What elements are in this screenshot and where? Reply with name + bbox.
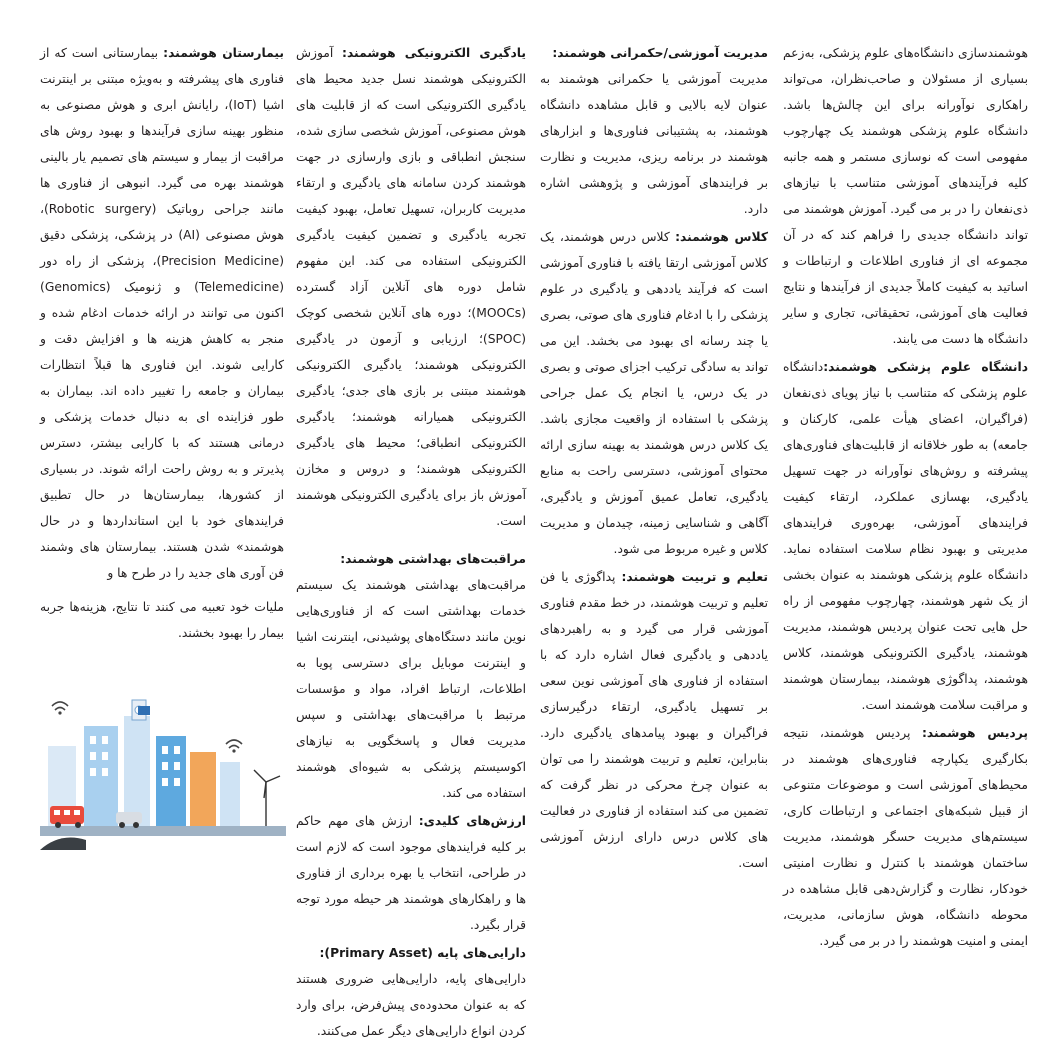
key-values-paragraph [296, 808, 526, 938]
smart-elearning-heading: یادگیری الکترونیکی هوشمند: [342, 46, 526, 60]
smart-classroom-heading: کلاس هوشمند: [675, 230, 769, 244]
smart-governance-heading: مدیریت آموزشی/حکمرانی هوشمند: [552, 46, 768, 60]
smart-university-heading: دانشگاه علوم پزشکی هوشمند: [823, 360, 1028, 374]
smart-governance-text: مدیریت آموزشی یا حکمرانی هوشمند به عنوان لایه بالایی و قابل مشاهده دانشگاه هوشمند، به پشتیبانی فناوری‌ها و ابزارهای هوشمند در برنامه ریزی، مدیریت و نظارت بر فرایندهای آموزشی و پژوهشی اشاره دارد. [540, 72, 768, 216]
smart-hospital-text: بیمارستانی است که از فناوری های پیشرفته و به‌ویژه مبتنی بر اینترنت اشیا (IoT)، رایانش ابری و هوش مصنوعی به منظور بهینه سازی فرآیندها و بهبود روش های مراقبت از بیمار و سیستم های تصمیم یار بالینی هوشمند بهره می گیرد. انبوهی از فناوری ها مانند جراحی روباتیک (Robotic surgery)، هوش مصنوعی (AI) در پزشکی، پزشکی دقیق (Precision Medicine)، پزشکی از راه دور (Telemedicine) و ژنومیک (Genomics) اکنون می توانند در ارائه خدمات ادغام شده و منجر به کاهش هزینه ها و افزایش دقت و کارایی شوند. این فناوری ها قبلاً انتظارات بیماران و جامعه را تغییر داده اند. بیماران به طور فزاینده ای به دنبال خدمات پزشکی و درمانی هستند که با کارایی بیشتر، دسترس پذیرتر و به روش راحت ارائه شوند. در بسیاری از کشورها، بیمارستان‌ها در حال تطبیق فرایندهای خود با این استانداردها و در حال هوشمند» شدن هستند. بیمارستان های وشمند فن آوری های جدید را در طرح ها و [40, 46, 284, 580]
smart-campus-text: پردیس هوشمند، نتیجه بکارگیری یکپارچه فناوری‌های هوشمند در محیط‌های آموزشی است و موضوعات متنوعی از قبیل شبکه‌های اجتماعی و ارتباطات کاری، سیستم‌های مدیریت حسگر هوشمند، مدیریت ساختمان هوشمند با کنترل و نظارت امنیتی خودکار، نظارت و گزارش‌دهی قابل مشاهده در محوطه دانشگاه، هوش سازمانی، مدیریت، ایمنی و امنیت هوشمند را در بر می گیرد. [783, 726, 1028, 948]
primary-asset-text: دارایی‌های پایه، دارایی‌هایی ضروری هستند که به عنوان محدوده‌ی پیش‌فرض، برای وارد کردن انواع دارایی‌های دیگر عمل می‌کنند. [296, 972, 526, 1038]
smart-pedagogy-paragraph [540, 564, 768, 876]
primary-asset-heading: دارایی‌های پایه (Primary Asset): [319, 946, 526, 960]
smart-campus-paragraph [783, 720, 1028, 954]
smart-pedagogy-heading: تعلیم و تربیت هوشمند: [621, 570, 768, 584]
smart-hospital-paragraph [40, 40, 284, 586]
intro-paragraph: هوشمندسازی دانشگاه‌های علوم پزشکی، به‌زعم بسیاری از مسئولان و صاحب‌نظران، می‌تواند راهکاری نوآورانه برای این چالش‌ها باشد. دانشگاه علوم پزشکی هوشمند یک چهارچوب مفهومی است که نوسازی مستمر و همه جانبه کلیه فرآیندهای آموزشی متناسب با نیازهای ذی‌نفعان را در بر می گیرد. آموزش هوشمند می تواند دانشگاه جدیدی را فراهم کند که در آن مجموعه ای از فناوری اطلاعات و ارتباطات و اساتید به کیفیت کاملاً جدیدی از فرآیندها و نتایج فعالیت های آموزشی، تحقیقاتی، تجاری و سایر دانشگاه ها دست می یابند. [783, 46, 1028, 346]
smart-campus-heading: پردیس هوشمند: [921, 726, 1028, 740]
primary-asset-paragraph [296, 940, 526, 1044]
smart-university-text: دانشگاه علوم پزشکی که متناسب با نیاز پویای ذی‌نفعان (فراگیران، اعضای هیأت علمی، کارکنان و جامعه) به طور خلاقانه از قابلیت‌های فناوری‌های پیشرفته و روش‌های نوآورانه در جهت تسهیل یادگیری، بهسازی عملکرد، ارتقاء کیفیت فرایندهای آموزشی، بهره‌وری فرایندهای مدیریتی و بهبود نظام سلامت استفاده نماید. دانشگاه علوم پزشکی هوشمند به عنوان بخشی از یک شهر هوشمند، چهارچوب مفهومی از راه حل هایی تحت عنوان پردیس هوشمند، مدیریت هوشمند، یادگیری الکترونیکی هوشمند، کلاس هوشمند، پداگوژی هوشمند، بیمارستان هوشمند و مراقبت سلامت هوشمند است. [783, 360, 1028, 712]
smart-healthcare-heading: مراقبت‌های بهداشتی هوشمند: [340, 552, 526, 566]
smart-classroom-paragraph [540, 224, 768, 562]
smart-city-illustration [40, 686, 286, 850]
key-values-text: ارزش های مهم حاکم بر کلیه فرایندهای موجود است که لازم است در طراحی، انتخاب یا بهره برداری از فناوری ها و راهکارهای هوشمند هر حیطه مورد توجه قرار بگیرد. [296, 814, 526, 932]
smart-classroom-text: کلاس درس هوشمند، یک کلاس آموزشی ارتقا یافته با فناوری آموزشی است که فرآیند یاددهی و یادگیری در علوم پزشکی را با ادغام فناوری های صوتی، بصری یا چند رسانه ای بهبود می بخشد. این می تواند به سادگی ترکیب اجزای صوتی و بصری در یک درس، یا انجام یک عمل جراحی پزشکی با استفاده از واقعیت مجازی باشد. یک کلاس درس هوشمند به بهینه سازی ارائه محتوای آموزشی، دسترسی راحت به منابع یادگیری، تعامل عمیق آموزش و یادگیری، آگاهی و شناسایی زمینه، چیدمان و مدیریت کلاس و غیره مربوط می شود. [540, 230, 768, 556]
column-3 [296, 40, 526, 1046]
smart-governance-paragraph [540, 40, 768, 222]
smart-healthcare-text: مراقبت‌های بهداشتی هوشمند یک سیستم خدمات بهداشتی است که از فناوری‌هایی نوین مانند دستگاه‌های پوشیدنی، اینترنت اشیا و اینترنت موبایل برای دسترسی پویا به اطلاعات، ارتباط افراد، مواد و مؤسسات مرتبط با مراقبت‌های بهداشتی و سپس مدیریت فعال و پاسخگویی به نیازهای اکوسیستم پزشکی به شیوه‌ای هوشمند استفاده می کند. [296, 578, 526, 800]
smart-hospital-heading: بیمارستان هوشمند: [163, 46, 284, 60]
smart-healthcare-paragraph [296, 546, 526, 806]
key-values-heading: ارزش‌های کلیدی: [418, 814, 526, 828]
smart-elearning-paragraph [296, 40, 526, 534]
smart-university-paragraph [783, 354, 1028, 718]
column-2 [540, 40, 768, 878]
column-1 [783, 40, 1028, 956]
smart-pedagogy-text: پداگوژی یا فن تعلیم و تربیت هوشمند، در خط مقدم فناوری آموزشی قرار می گیرد و به راهبردهای یاددهی و یادگیری فعال اشاره دارد که با استفاده از فناوری های آموزشی نوین سعی بر تسهیل یادگیری، ارتقاء درگیرسازی فراگیران و بهبود پیامدهای یادگیری دارد. بنابراین، تعلیم و تربیت هوشمند را می توان به عنوان چرخ محرکی در نظر گرفت که تضمین می کند استفاده از فناوری در فعالیت های کلاس درس دارای ارزش آموزشی است. [540, 570, 768, 870]
smart-elearning-text: آموزش الکترونیکی هوشمند نسل جدید محیط های یادگیری الکترونیکی است که از قابلیت های هوش مصنوعی، آموزش شخصی سازی شده، سنجش انطباقی و بازی وارسازی در جهت هوشمند کردن سامانه های یادگیری و ارتقاء مدیریت کاربران، تسهیل تعامل، بهبود کیفیت تجربه یادگیری و تضمین کیفیت یادگیری الکترونیکی استفاده می کند. این مفهوم شامل دوره های آنلاین آزاد گسترده (MOOCs)؛ دوره های آنلاین شخصی کوچک (SPOC)؛ ارزیابی و آزمون در یادگیری الکترونیکی هوشمند؛ یادگیری الکترونیکی هوشمند مبتنی بر بازی های جدی؛ یادگیری الکترونیکی همیارانه هوشمند؛ یادگیری الکترونیکی انطباقی؛ محیط های یادگیری الکترونیکی هوشمند؛ و دروس و مخازن آموزش باز برای یادگیری الکترونیکی هوشمند است. [296, 46, 526, 528]
smart-hospital-tail: ملیات خود تعبیه می کنند تا نتایج، هزینه‌ها جربه بیمار را بهبود بخشند. [40, 600, 284, 640]
column-4 [40, 40, 284, 648]
